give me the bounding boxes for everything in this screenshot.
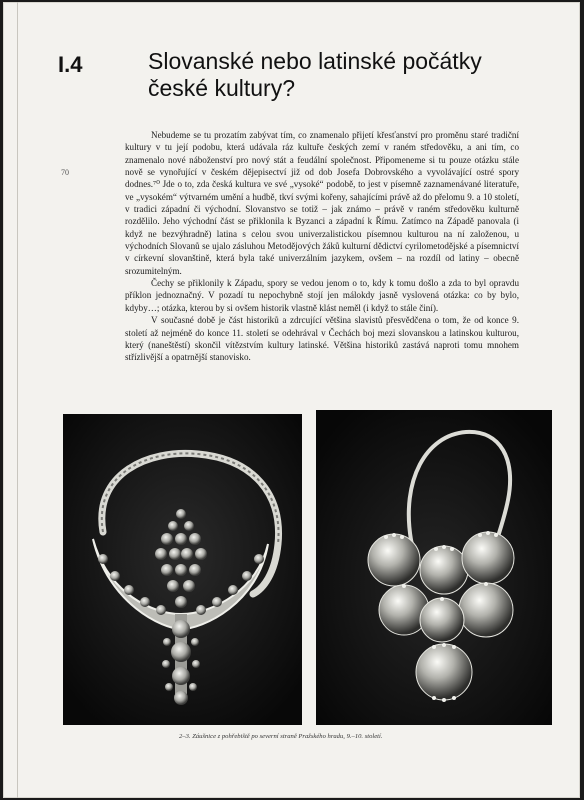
page-edge-line xyxy=(17,2,18,798)
earring-left-illustration xyxy=(63,414,302,725)
paragraph: V současné době je část historiků a zdrcující většina slavistů přesvědčena o tom, že od konce 9. století až nejméně do konce 11. století se odehrával v Čechách boj mezi slovanskou a latinskou kulturou, který (naneštěstí) skončil vítězstvím kultury latinské. Většina historiků zastává naproti tomu mnohem střízlivější a opatrnější stanovisko. xyxy=(125,315,519,363)
photo-earring-right xyxy=(316,410,552,725)
figure-caption: 2–3. Záušnice z pohřebiště po severní straně Pražského hradu, 9.–10. století. xyxy=(179,733,383,740)
paragraph: Čechy se přiklonily k Západu, spory se vedou jenom o to, kdy k tomu došlo a zda to byl opravdu příklon jednoznačný. V pozadí tu nepochybně stojí jen málokdy jasně vyslovená otázka: co by bylo, kdyby…; otázka, kterou by si ovšem historik vlastně klást neměl (i když to stále činí). xyxy=(125,278,519,313)
section-title: Slovanské nebo latinské počátky české kultury? xyxy=(148,48,482,101)
section-number: I.4 xyxy=(58,52,83,77)
book-page xyxy=(3,2,580,798)
earring-right-illustration xyxy=(316,410,552,725)
body-text xyxy=(125,129,519,364)
paragraph: Nebudeme se tu prozatím zabývat tím, co znamenalo přijetí křesťanství pro proměnu staré tradiční kultury v tu její podobu, která udávala ráz kultuře českých zemí v raném středověku, a ani tím, co znamenalo nové náboženství pro nový stát a feudální společnost. Připomeneme si tu pouze otázku stále nově se vynořující v českém dějepisectví již od dob Josefa Dobrovského a vyvolávající ostré spory dodnes.⁷⁰ Jde o to, zda česká kultura ve své „vysoké“ podobě, to jest v písemně zaznamenávané literatuře, ve „vysokém“ výtvarném umění a hudbě, tkví svými kořeny, sahajícími právě až do přelomu 9. a 10 století, v tradici západní či východní. Slovanstvo se totiž – jak známo – právě v raném středověku kulturně rozdělilo. Jeho východní část se přiklonila k Byzanci a západní k Římu. Zatímco na Západě panovala (i když ne bezvýhradně) latina s celou svou univerzalistickou písemnou kulturou na ní založenou, u východních Slovanů se ujalo zásluhou Metodějových žáků kulturní dědictví cyrilometodějské a písemnictví v církevní slovanštině, která byla také univerzálním jazykem, ovšem – na rozdíl od latiny – obecně srozumitelným. xyxy=(125,130,519,276)
page-number: 70 xyxy=(61,168,69,177)
photo-earring-left xyxy=(63,414,302,725)
